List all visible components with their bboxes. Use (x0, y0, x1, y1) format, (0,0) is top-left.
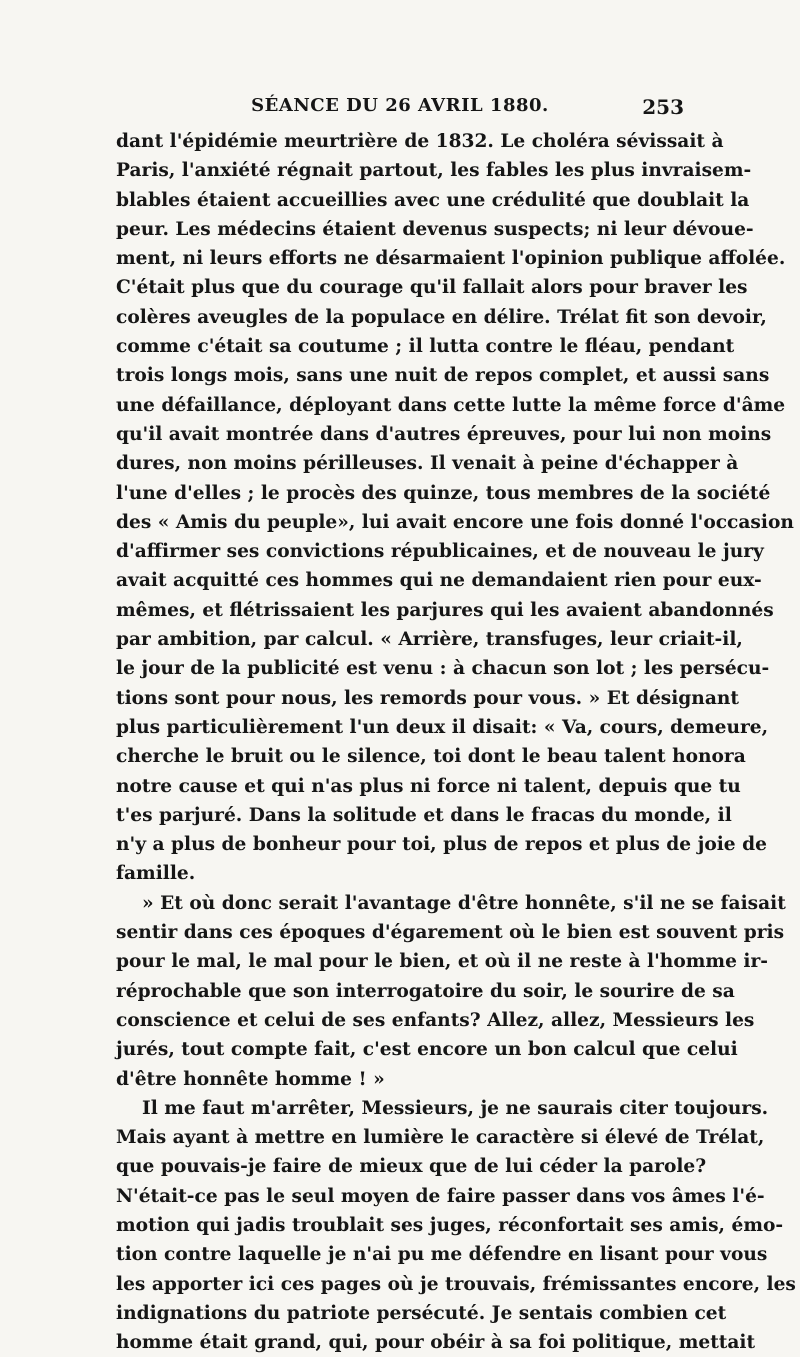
text-line: indignations du patriote persécuté. Je sentais combien cet (116, 1302, 727, 1324)
text-line: ment, ni leurs efforts ne désarmaient l'opinion publique affolée. (116, 248, 786, 270)
text-line: que pouvais-je faire de mieux que de lui céder la parole? (116, 1156, 707, 1178)
text-line: blables étaient accueillies avec une crédulité que doublait la (116, 189, 750, 211)
text-line: le jour de la publicité est venu : à chacun son lot ; les persécu- (116, 658, 770, 680)
text-line: pour le mal, le mal pour le bien, et où il ne reste à l'homme ir- (116, 951, 768, 973)
text-line: t'es parjuré. Dans la solitude et dans le fracas du monde, il (116, 804, 732, 826)
text-line: par ambition, par calcul. « Arrière, transfuges, leur criait-il, (116, 629, 743, 651)
text-line: jurés, tout compte fait, c'est encore un bon calcul que celui (116, 1039, 738, 1061)
text-line: sentir dans ces époques d'égarement où le bien est souvent pris (116, 922, 785, 944)
text-line: des « Amis du peuple», lui avait encore une fois donné l'occasion (116, 511, 794, 533)
text-line: peur. Les médecins étaient devenus suspects; ni leur dévoue- (116, 218, 754, 240)
text-line: homme était grand, qui, pour obéir à sa foi politique, mettait (116, 1332, 756, 1354)
page-number: 253 (642, 95, 684, 119)
text-line: réprochable que son interrogatoire du soir, le sourire de sa (116, 980, 735, 1002)
text-line: trois longs mois, sans une nuit de repos complet, et aussi sans (116, 365, 770, 387)
text-line: comme c'était sa coutume ; il lutta contre le fléau, pendant (116, 336, 735, 358)
text-line: une défaillance, déployant dans cette lutte la même force d'âme (116, 394, 786, 416)
text-line: C'était plus que du courage qu'il fallait alors pour braver les (116, 277, 748, 299)
text-line: d'être honnête homme ! » (116, 1068, 385, 1090)
text-line: les apporter ici ces pages où je trouvais, frémissantes encore, les (116, 1273, 796, 1295)
text-line: Mais ayant à mettre en lumière le caractère si élevé de Trélat, (116, 1127, 765, 1149)
body-text (116, 127, 796, 1357)
text-line: tion contre laquelle je n'ai pu me défendre en lisant pour vous (116, 1244, 768, 1266)
text-line: cherche le bruit ou le silence, toi dont le beau talent honora (116, 746, 746, 768)
text-line: » Et où donc serait l'avantage d'être honnête, s'il ne se faisait (142, 892, 786, 914)
text-line: mêmes, et flétrissaient les parjures qui les avaient abandonnés (116, 599, 774, 621)
text-line: dures, non moins périlleuses. Il venait à peine d'échapper à (116, 453, 739, 475)
text-line: d'affirmer ses convictions républicaines, et de nouveau le jury (116, 541, 764, 563)
text-line: qu'il avait montrée dans d'autres épreuves, pour lui non moins (116, 423, 772, 445)
text-line: conscience et celui de ses enfants? Allez, allez, Messieurs les (116, 1009, 755, 1031)
text-line: tions sont pour nous, les remords pour vous. » Et désignant (116, 687, 739, 709)
text-line: n'y a plus de bonheur pour toi, plus de repos et plus de joie de (116, 834, 767, 856)
text-line: plus particulièrement l'un deux il disait: « Va, cours, demeure, (116, 716, 769, 738)
running-title: SÉANCE DU 26 AVRIL 1880. (251, 95, 549, 116)
text-line: dant l'épidémie meurtrière de 1832. Le choléra sévissait à (116, 131, 724, 152)
page-header (116, 95, 684, 125)
text-line: Il me faut m'arrêter, Messieurs, je ne saurais citer toujours. (142, 1097, 769, 1119)
text-line: notre cause et qui n'as plus ni force ni talent, depuis que tu (116, 775, 741, 797)
text-line: motion qui jadis troublait ses juges, réconfortait ses amis, émo- (116, 1214, 784, 1236)
text-line: Paris, l'anxiété régnait partout, les fables les plus invraisem- (116, 160, 752, 182)
text-line: N'était-ce pas le seul moyen de faire passer dans vos âmes l'é- (116, 1185, 765, 1207)
text-line: avait acquitté ces hommes qui ne demandaient rien pour eux- (116, 570, 762, 592)
text-line: l'une d'elles ; le procès des quinze, tous membres de la société (116, 482, 771, 504)
text-line: famille. (116, 863, 196, 885)
text-line: colères aveugles de la populace en délire. Trélat fit son devoir, (116, 306, 767, 328)
